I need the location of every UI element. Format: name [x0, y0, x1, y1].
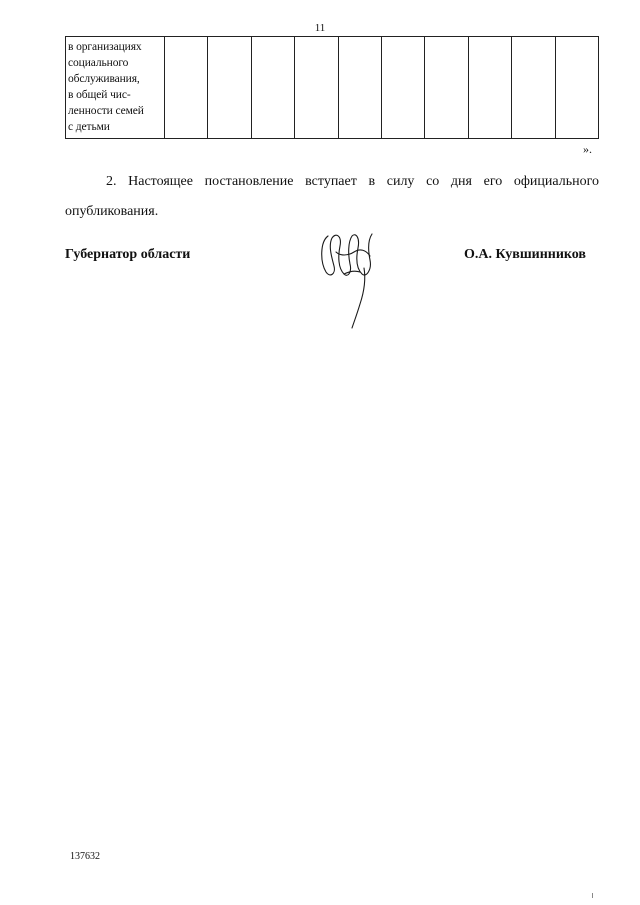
empty-value-cell	[381, 37, 424, 139]
empty-value-cell	[425, 37, 468, 139]
paragraph-line-1: 2. Настоящее постановление вступает в силу со дня его официального	[106, 174, 599, 189]
empty-value-cell	[295, 37, 338, 139]
handwritten-signature-icon	[314, 222, 384, 332]
paragraph-line-2: опубликования.	[65, 204, 159, 219]
page-number: 11	[314, 22, 326, 34]
table-label-line: в общей чис-	[68, 89, 131, 101]
table-label-line: обслуживания,	[68, 73, 140, 85]
signatory-title: Губернатор области	[65, 247, 191, 262]
empty-value-cell	[208, 37, 251, 139]
empty-value-cell	[251, 37, 294, 139]
table-fragment	[65, 36, 599, 139]
empty-value-cell	[512, 37, 555, 139]
table-label-line: с детьми	[68, 121, 110, 133]
table-label-line: ленности семей	[68, 105, 144, 117]
table-row	[66, 37, 599, 139]
document-id: 137632	[70, 851, 100, 862]
signatory-name: О.А. Кувшинников	[463, 247, 586, 262]
closing-quote: ».	[583, 142, 592, 156]
empty-value-cell	[555, 37, 598, 139]
effective-date-paragraph	[65, 167, 599, 227]
indicator-table	[65, 36, 599, 139]
scan-edge-mark	[592, 893, 593, 898]
table-row-label	[66, 37, 165, 139]
empty-value-cell	[338, 37, 381, 139]
table-label-line: социального	[68, 57, 129, 69]
empty-value-cell	[468, 37, 511, 139]
table-label-line: в организациях	[68, 41, 142, 53]
empty-value-cell	[165, 37, 208, 139]
